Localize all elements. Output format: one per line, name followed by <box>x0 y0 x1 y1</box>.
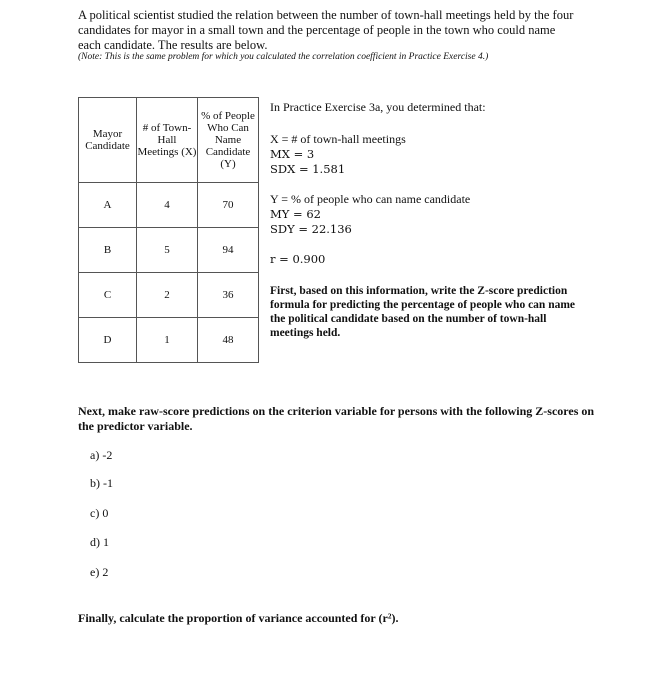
option-e: e) 2 <box>90 565 109 579</box>
cell-meetings: 4 <box>137 183 198 228</box>
cell-candidate: B <box>79 228 137 273</box>
cell-candidate: D <box>79 318 137 363</box>
sd-x: SDX = 1.581 <box>270 162 346 176</box>
table-row <box>79 228 259 273</box>
mean-y: MY = 62 <box>270 207 321 221</box>
cell-candidate: C <box>79 273 137 318</box>
cell-meetings: 5 <box>137 228 198 273</box>
next-instruction: Next, make raw-score predictions on the criterion variable for persons with the following Z-scores on the predictor variable. <box>78 404 595 433</box>
mean-x: MX = 3 <box>270 147 315 161</box>
option-a: a) -2 <box>90 448 113 462</box>
cell-percent: 94 <box>198 228 259 273</box>
option-c: c) 0 <box>90 506 109 520</box>
table-row <box>79 183 259 228</box>
table-row <box>79 318 259 363</box>
final-question: Finally, calculate the proportion of variance accounted for (r²). <box>78 611 399 625</box>
cell-percent: 48 <box>198 318 259 363</box>
header-candidate: Mayor Candidate <box>79 98 137 183</box>
header-percent: % of People Who Can Name Candidate (Y) <box>198 98 259 183</box>
header-meetings: # of Town-Hall Meetings (X) <box>137 98 198 183</box>
x-definition: X = # of town-hall meetings <box>270 132 406 146</box>
side-heading: In Practice Exercise 3a, you determined that: <box>270 100 486 114</box>
sd-y: SDY = 22.136 <box>270 222 352 236</box>
instruction-text: First, based on this information, write the Z-score prediction formula for predicting the percentage of people who can name the political candidate based on the number of town-hall meetings held. <box>270 285 576 339</box>
option-b: b) -1 <box>90 476 113 490</box>
table-row <box>79 273 259 318</box>
cell-candidate: A <box>79 183 137 228</box>
option-d: d) 1 <box>90 535 109 549</box>
intro-paragraph: A political scientist studied the relation between the number of town-hall meetings held by the four candidates for mayor in a small town and the percentage of people in the town who could name each candidate. The results are below. <box>78 8 574 52</box>
table-header-row <box>79 98 259 183</box>
note-text: (Note: This is the same problem for which you calculated the correlation coefficient in Practice Exercise 4.) <box>78 52 489 62</box>
y-definition: Y = % of people who can name candidate <box>270 192 471 206</box>
cell-meetings: 2 <box>137 273 198 318</box>
cell-meetings: 1 <box>137 318 198 363</box>
cell-percent: 36 <box>198 273 259 318</box>
cell-percent: 70 <box>198 183 259 228</box>
data-table <box>78 97 259 363</box>
correlation-r: r = 0.900 <box>270 252 326 266</box>
